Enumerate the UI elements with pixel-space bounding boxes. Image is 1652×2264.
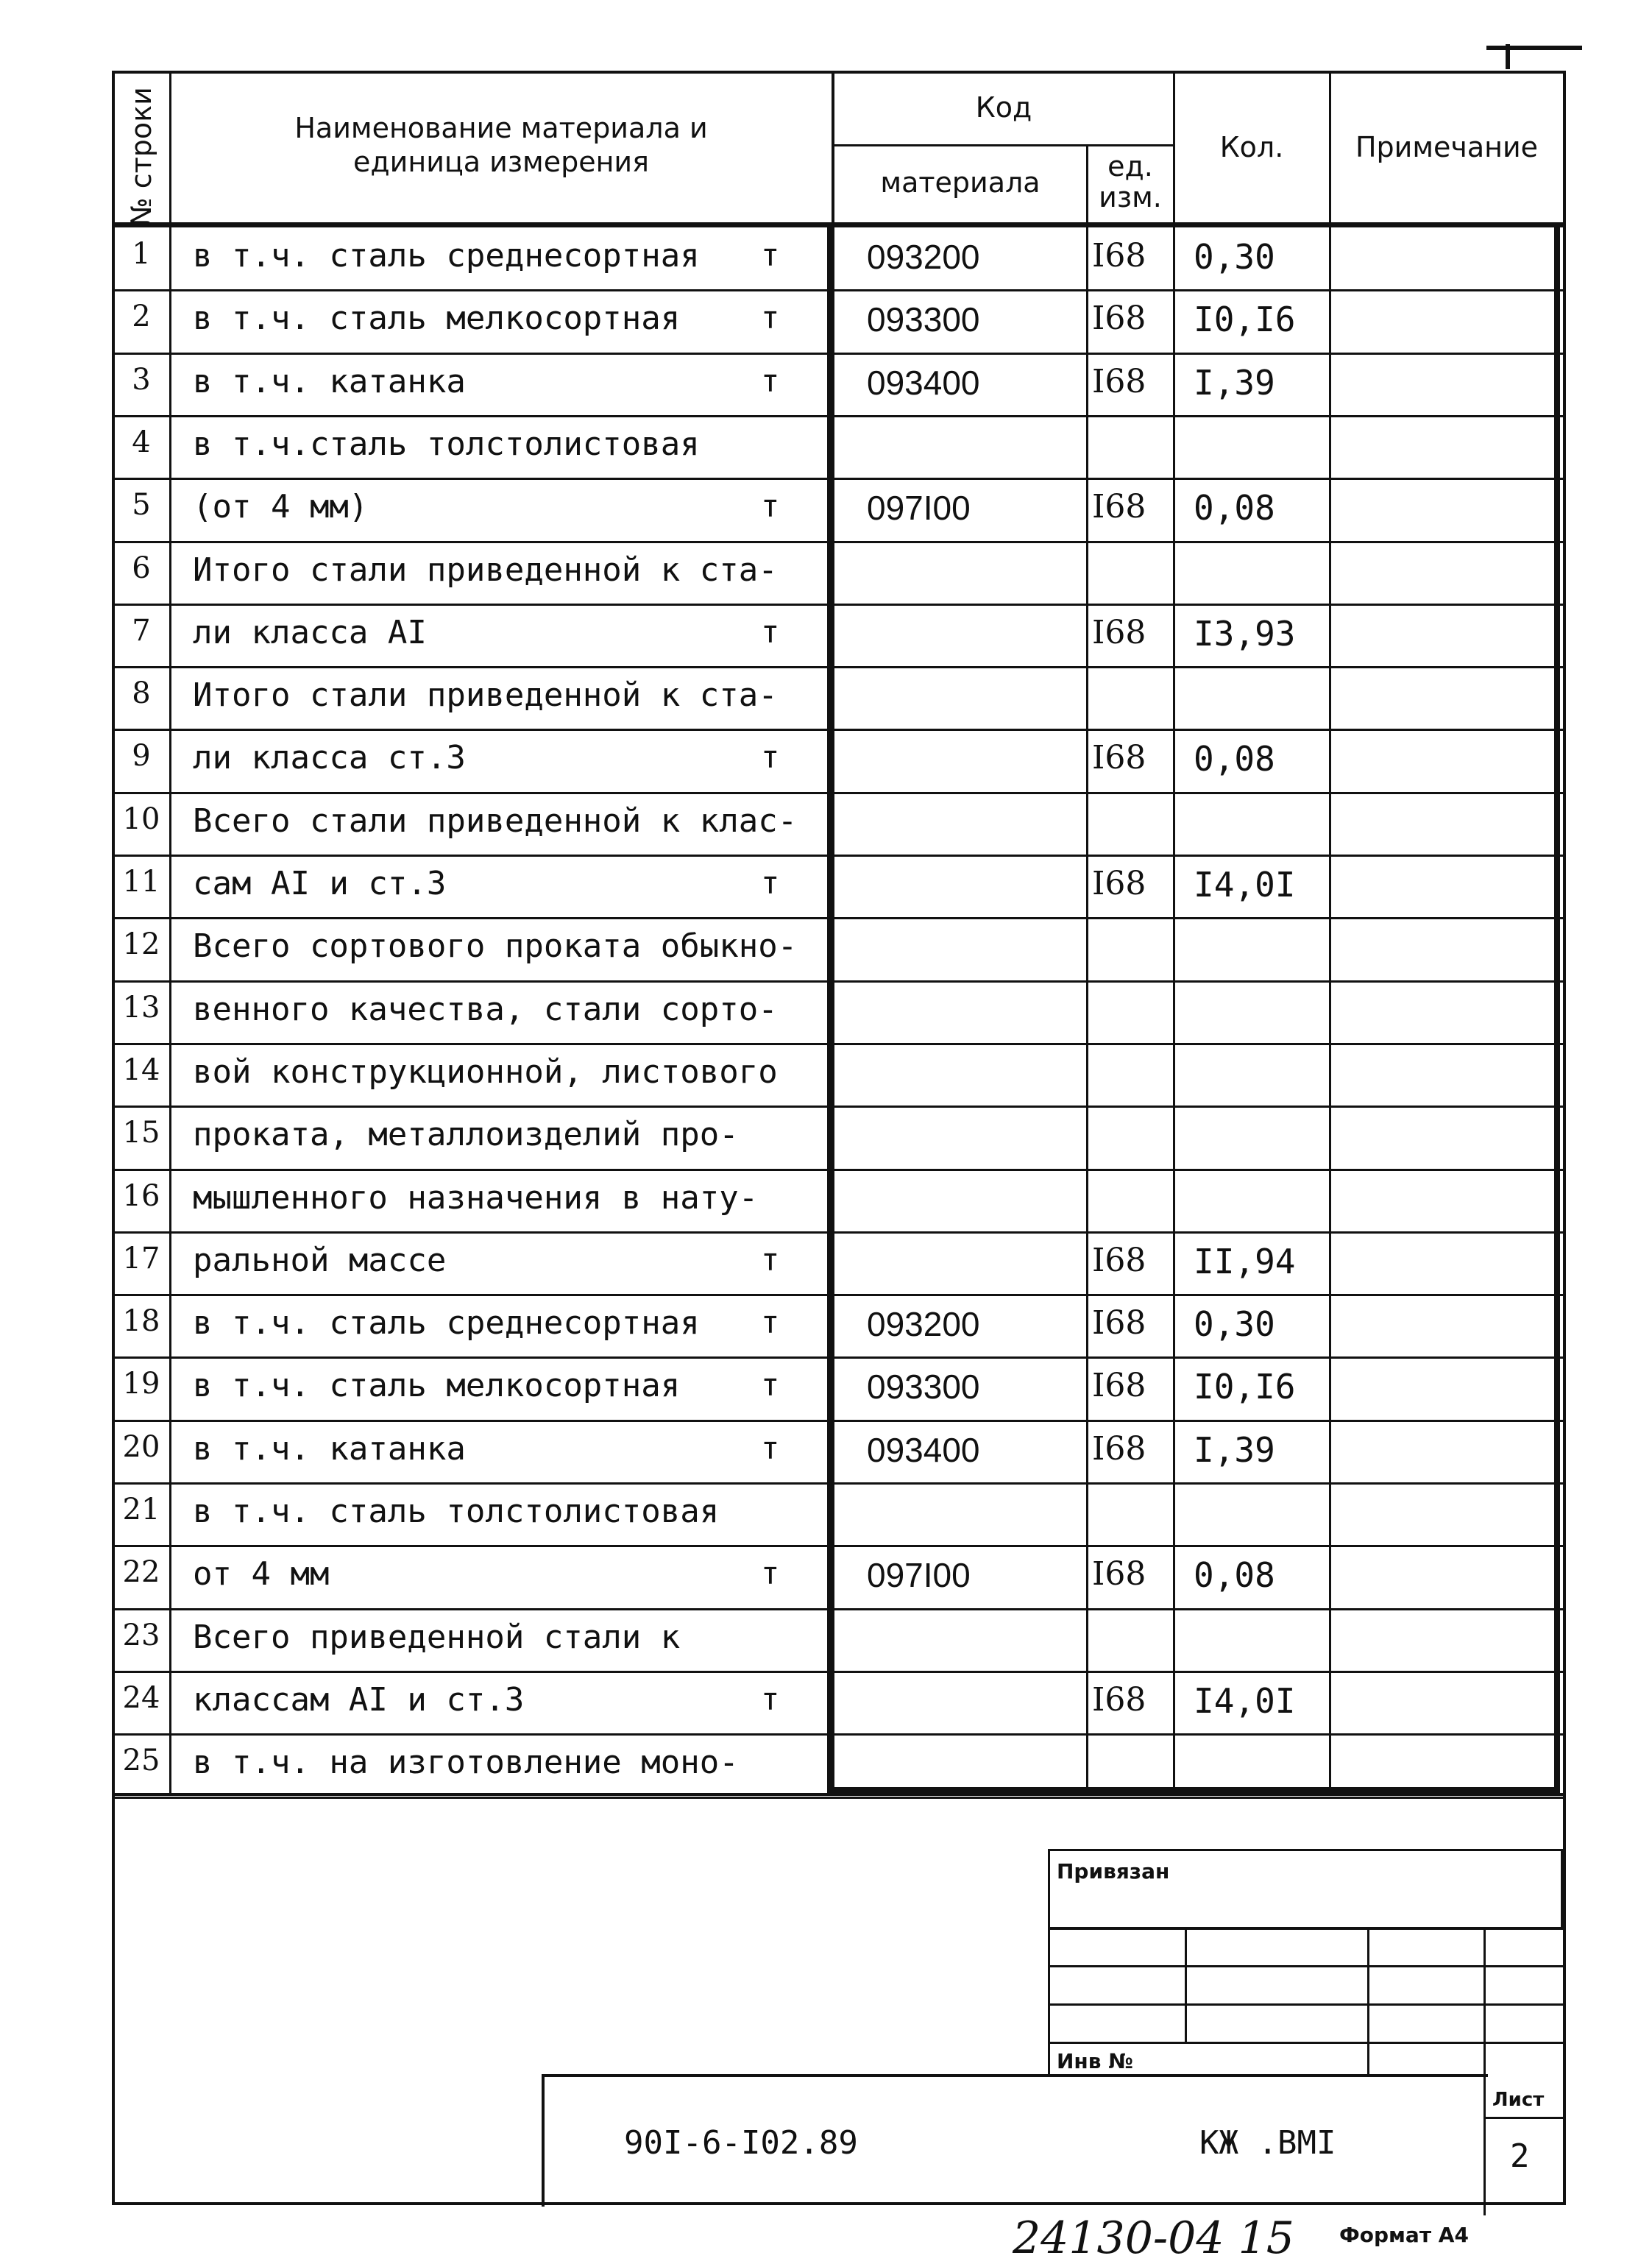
row-line	[112, 1797, 1566, 1799]
material-code: 097I00	[867, 489, 971, 527]
row-number: 14	[122, 1053, 160, 1087]
corner-mark	[1486, 46, 1582, 50]
row-line	[112, 792, 1566, 794]
material-name: (от 4 мм)	[193, 488, 369, 526]
unit-of-measure: т	[761, 363, 780, 399]
material-code: 093200	[867, 238, 980, 276]
name-header-line2: единица измерения	[353, 145, 649, 178]
quantity: 0,30	[1194, 1304, 1275, 1344]
quantity: II,94	[1194, 1242, 1296, 1281]
row-number: 13	[122, 991, 160, 1025]
material-name: мышленного назначения в нату-	[193, 1179, 759, 1217]
material-name: ли класса ст.3	[193, 739, 466, 777]
quantity: I3,93	[1194, 614, 1296, 654]
inv-label: Инв №	[1057, 2049, 1133, 2073]
row-number: 24	[122, 1681, 160, 1715]
stamp-line	[1185, 1927, 1187, 2042]
unit-of-measure: т	[761, 488, 780, 524]
stamp-line	[1048, 1965, 1563, 1967]
stamp-line	[1048, 2042, 1563, 2044]
row-number: 1	[132, 237, 151, 271]
row-line	[112, 1231, 1566, 1234]
quantity: I4,0I	[1194, 865, 1296, 905]
material-name: классам AI и ст.3	[193, 1681, 525, 1719]
unit-of-measure: т	[761, 1304, 780, 1340]
unit-of-measure: т	[761, 1681, 780, 1717]
material-name: в т.ч. сталь мелкосортная	[193, 300, 681, 337]
unit-code: I68	[1092, 865, 1146, 902]
quantity: I,39	[1194, 1430, 1275, 1470]
material-name: в т.ч. сталь мелкосортная	[193, 1367, 681, 1404]
row-number: 20	[122, 1430, 160, 1464]
material-name: в т.ч. катанка	[193, 363, 466, 400]
name-header	[174, 112, 829, 179]
unit-code: I68	[1092, 1555, 1146, 1593]
unit-of-measure: т	[761, 1555, 780, 1591]
unit-of-measure: т	[761, 739, 780, 775]
row-line	[112, 415, 1566, 417]
quantity: 0,08	[1194, 1555, 1275, 1595]
grid-line	[832, 144, 1174, 146]
bound-label: Привязан	[1057, 1859, 1170, 1883]
row-number: 10	[122, 802, 160, 836]
stamp-line	[1048, 1927, 1050, 2074]
unit-code: I68	[1092, 363, 1146, 400]
row-number: 12	[122, 927, 160, 961]
material-name: в т.ч. сталь среднесортная	[193, 237, 700, 275]
quantity: I4,0I	[1194, 1681, 1296, 1721]
table-bottom-line	[112, 1793, 1566, 1796]
material-code: 097I00	[867, 1556, 971, 1594]
material-name: в т.ч. катанка	[193, 1430, 466, 1468]
row-number: 25	[122, 1744, 160, 1777]
row-line	[112, 541, 1566, 543]
row-number: 9	[132, 739, 151, 773]
note-header: Примечание	[1355, 131, 1539, 163]
row-number: 6	[132, 551, 151, 585]
row-line	[112, 1608, 1566, 1610]
unit-code: I68	[1092, 1367, 1146, 1404]
stamp-line	[1483, 2117, 1563, 2119]
row-number: 15	[122, 1116, 160, 1150]
row-line	[112, 1420, 1566, 1422]
doc-code: КЖ .ВМI	[1199, 2124, 1336, 2162]
quantity: I0,I6	[1194, 300, 1296, 339]
row-line	[112, 666, 1566, 668]
quantity: 0,08	[1194, 488, 1275, 528]
material-name: в т.ч. сталь среднесортная	[193, 1304, 700, 1342]
row-number: 11	[122, 865, 160, 899]
material-code: 093200	[867, 1305, 980, 1343]
row-number: 23	[122, 1619, 160, 1652]
row-line	[112, 1356, 1566, 1359]
row-number: 8	[132, 676, 151, 710]
material-name: венного качества, стали сорто-	[193, 991, 778, 1028]
row-line	[112, 917, 1566, 919]
row-number: 18	[122, 1304, 160, 1338]
material-name: проката, металлоизделий про-	[193, 1116, 739, 1153]
row-line	[112, 289, 1566, 291]
row-number: 17	[122, 1242, 160, 1276]
code-header: Код	[975, 91, 1032, 124]
row-line	[112, 1169, 1566, 1171]
row-line	[112, 1294, 1566, 1296]
row-number: 22	[122, 1555, 160, 1589]
quantity: 0,08	[1194, 739, 1275, 779]
unit-header-line1: ед.	[1107, 150, 1153, 183]
unit-of-measure: т	[761, 300, 780, 336]
unit-of-measure: т	[761, 237, 780, 273]
row-number: 7	[132, 614, 151, 648]
unit-of-measure: т	[761, 1367, 780, 1403]
row-line	[112, 604, 1566, 606]
unit-header	[1088, 152, 1173, 213]
unit-of-measure: т	[761, 865, 780, 901]
material-name: от 4 мм	[193, 1555, 330, 1593]
unit-code: I68	[1092, 1681, 1146, 1719]
sheet-number: 2	[1510, 2137, 1530, 2175]
material-name: Всего стали приведенной к клас-	[193, 802, 798, 840]
stamp-line	[1048, 2003, 1563, 2006]
unit-code: I68	[1092, 488, 1146, 526]
unit-code: I68	[1092, 614, 1146, 651]
unit-of-measure: т	[761, 1430, 780, 1466]
row-line	[112, 1482, 1566, 1485]
unit-code: I68	[1092, 1304, 1146, 1342]
qty-header: Кол.	[1219, 131, 1284, 163]
grid-line	[169, 71, 171, 1793]
unit-code: I68	[1092, 237, 1146, 275]
unit-header-line2: изм.	[1099, 180, 1162, 213]
row-line	[112, 1733, 1566, 1736]
row-line	[112, 1545, 1566, 1547]
row-line	[112, 980, 1566, 983]
name-header-line1: Наименование материала и	[294, 112, 708, 144]
row-number: 2	[132, 300, 151, 333]
quantity: I,39	[1194, 363, 1275, 403]
unit-code: I68	[1092, 300, 1146, 337]
unit-of-measure: т	[761, 614, 780, 650]
row-line	[112, 729, 1566, 731]
material-code: 093300	[867, 300, 980, 339]
unit-code: I68	[1092, 739, 1146, 777]
row-line	[112, 1106, 1566, 1108]
row-line	[112, 855, 1566, 857]
material-name: ральной массе	[193, 1242, 447, 1279]
sheet-label: Лист	[1492, 2089, 1545, 2111]
row-line	[112, 1043, 1566, 1045]
row-number: 4	[132, 425, 151, 459]
row-number: 3	[132, 363, 151, 397]
material-name: в т.ч.сталь толстолистовая	[193, 425, 700, 463]
quantity: 0,30	[1194, 237, 1275, 277]
quantity: I0,I6	[1194, 1367, 1296, 1407]
material-name: сам AI и ст.3	[193, 865, 447, 902]
doc-number: 90I-6-I02.89	[624, 2124, 858, 2162]
material-name: в т.ч. сталь толстолистовая	[193, 1493, 720, 1530]
stamp-line	[1048, 1927, 1563, 1930]
material-name: в т.ч. на изготовление моно-	[193, 1744, 739, 1781]
row-no-header-text: № строки	[125, 87, 158, 227]
material-code: 093300	[867, 1368, 980, 1406]
material-code: 093400	[867, 1431, 980, 1469]
row-number: 21	[122, 1493, 160, 1527]
handwritten-number: 24130-04 15	[1013, 2212, 1294, 2264]
row-line	[112, 478, 1566, 480]
material-name: ли класса AI	[193, 614, 427, 651]
material-name: вой конструкционной, листового	[193, 1053, 778, 1091]
material-name: Всего приведенной стали к	[193, 1619, 681, 1656]
material-header: материала	[880, 166, 1041, 199]
corner-tick	[1506, 44, 1510, 69]
row-line	[112, 1671, 1566, 1673]
row-number: 16	[122, 1179, 160, 1213]
row-no-header	[110, 88, 174, 225]
unit-of-measure: т	[761, 1242, 780, 1278]
stamp-line	[1367, 1927, 1369, 2074]
material-name: Всего сортового проката обыкно-	[193, 927, 798, 965]
row-number: 5	[132, 488, 151, 522]
material-name: Итого стали приведенной к ста-	[193, 551, 778, 589]
material-code: 093400	[867, 364, 980, 402]
unit-code: I68	[1092, 1430, 1146, 1468]
row-number: 19	[122, 1367, 160, 1401]
unit-code: I68	[1092, 1242, 1146, 1279]
material-name: Итого стали приведенной к ста-	[193, 676, 778, 714]
row-line	[112, 353, 1566, 355]
format-label: Формат А4	[1339, 2223, 1469, 2247]
